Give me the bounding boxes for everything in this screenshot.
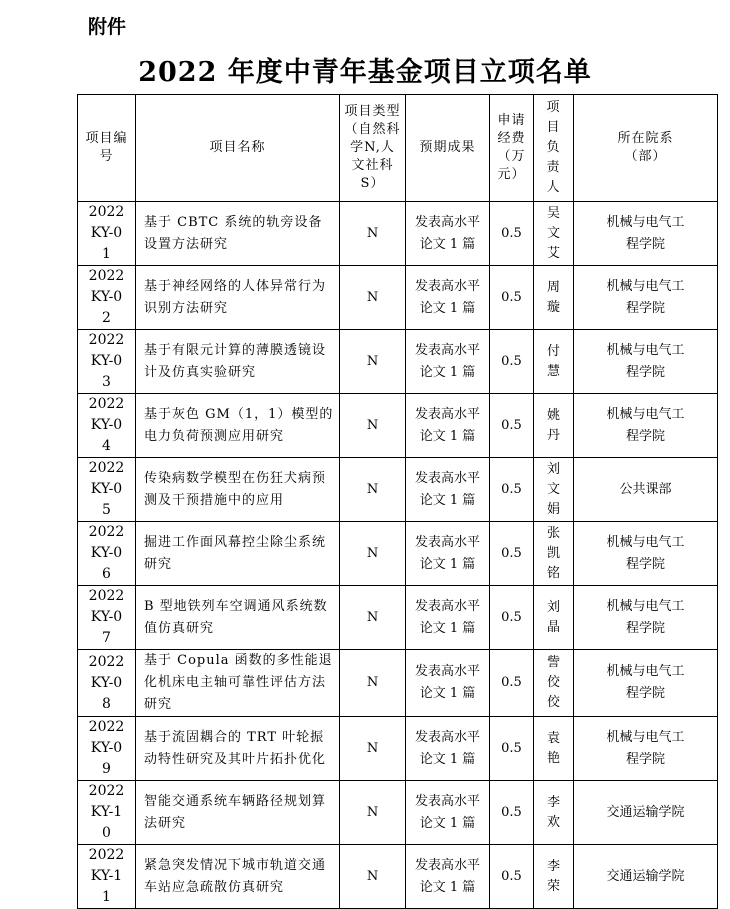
project-type: N bbox=[340, 394, 406, 458]
department: 公共课部 bbox=[574, 458, 718, 522]
project-name: 基于流固耦合的 TRT 叶轮振动特性研究及其叶片拓扑优化 bbox=[136, 717, 340, 781]
header-id: 项目编号 bbox=[78, 95, 136, 202]
table-row bbox=[78, 266, 718, 330]
department: 机械与电气工程学院 bbox=[574, 330, 718, 394]
header-name: 项目名称 bbox=[136, 95, 340, 202]
project-name: B 型地铁列车空调通风系统数值仿真研究 bbox=[136, 586, 340, 650]
expected-result: 发表高水平论文 1 篇 bbox=[406, 717, 490, 781]
table-row bbox=[78, 394, 718, 458]
header-dept: 所在院系（部） bbox=[574, 95, 718, 202]
funding-amount: 0.5 bbox=[490, 330, 534, 394]
project-type: N bbox=[340, 458, 406, 522]
expected-result: 发表高水平论文 1 篇 bbox=[406, 845, 490, 909]
department: 机械与电气工程学院 bbox=[574, 717, 718, 781]
project-leader: 姚丹 bbox=[534, 394, 574, 458]
funding-amount: 0.5 bbox=[490, 781, 534, 845]
project-leader: 张凯铭 bbox=[534, 522, 574, 586]
table-row bbox=[78, 717, 718, 781]
project-type: N bbox=[340, 781, 406, 845]
funding-amount: 0.5 bbox=[490, 717, 534, 781]
project-type: N bbox=[340, 522, 406, 586]
table-row bbox=[78, 522, 718, 586]
department: 交通运输学院 bbox=[574, 781, 718, 845]
project-name: 智能交通系统车辆路径规划算法研究 bbox=[136, 781, 340, 845]
project-type: N bbox=[340, 330, 406, 394]
project-type: N bbox=[340, 202, 406, 266]
project-leader: 周璇 bbox=[534, 266, 574, 330]
expected-result: 发表高水平论文 1 篇 bbox=[406, 394, 490, 458]
header-leader: 项目负责人 bbox=[534, 95, 574, 202]
project-id: 2022KY-03 bbox=[78, 330, 136, 394]
project-name: 基于神经网络的人体异常行为识别方法研究 bbox=[136, 266, 340, 330]
project-id: 2022KY-05 bbox=[78, 458, 136, 522]
department: 机械与电气工程学院 bbox=[574, 266, 718, 330]
project-type: N bbox=[340, 650, 406, 717]
table-row bbox=[78, 458, 718, 522]
page-title: 2022 年度中青年基金项目立项名单 bbox=[138, 57, 592, 88]
expected-result: 发表高水平论文 1 篇 bbox=[406, 650, 490, 717]
project-name: 紧急突发情况下城市轨道交通车站应急疏散仿真研究 bbox=[136, 845, 340, 909]
project-id: 2022KY-09 bbox=[78, 717, 136, 781]
funding-amount: 0.5 bbox=[490, 202, 534, 266]
table-row bbox=[78, 202, 718, 266]
table-row bbox=[78, 845, 718, 909]
project-leader: 李欢 bbox=[534, 781, 574, 845]
expected-result: 发表高水平论文 1 篇 bbox=[406, 202, 490, 266]
table-row bbox=[78, 650, 718, 717]
header-row bbox=[78, 95, 718, 202]
project-type: N bbox=[340, 845, 406, 909]
funding-amount: 0.5 bbox=[490, 394, 534, 458]
project-id: 2022KY-11 bbox=[78, 845, 136, 909]
project-leader: 訾佼佼 bbox=[534, 650, 574, 717]
funding-amount: 0.5 bbox=[490, 266, 534, 330]
project-name: 基于灰色 GM（1，1）模型的电力负荷预测应用研究 bbox=[136, 394, 340, 458]
header-type: 项目类型（自然科学N,人文社科S） bbox=[340, 95, 406, 202]
expected-result: 发表高水平论文 1 篇 bbox=[406, 330, 490, 394]
project-name: 基于 CBTC 系统的轨旁设备设置方法研究 bbox=[136, 202, 340, 266]
expected-result: 发表高水平论文 1 篇 bbox=[406, 266, 490, 330]
expected-result: 发表高水平论文 1 篇 bbox=[406, 522, 490, 586]
funding-amount: 0.5 bbox=[490, 522, 534, 586]
project-leader: 付慧 bbox=[534, 330, 574, 394]
expected-result: 发表高水平论文 1 篇 bbox=[406, 458, 490, 522]
project-id: 2022KY-10 bbox=[78, 781, 136, 845]
header-funding: 申请经费（万元） bbox=[490, 95, 534, 202]
funding-amount: 0.5 bbox=[490, 650, 534, 717]
department: 机械与电气工程学院 bbox=[574, 522, 718, 586]
project-id: 2022KY-06 bbox=[78, 522, 136, 586]
project-name: 基于 Copula 函数的多性能退化机床电主轴可靠性评估方法研究 bbox=[136, 650, 340, 717]
project-id: 2022KY-02 bbox=[78, 266, 136, 330]
project-table bbox=[77, 94, 718, 909]
department: 机械与电气工程学院 bbox=[574, 202, 718, 266]
project-id: 2022KY-07 bbox=[78, 586, 136, 650]
table-row bbox=[78, 330, 718, 394]
attachment-label: 附件 bbox=[88, 16, 127, 38]
funding-amount: 0.5 bbox=[490, 458, 534, 522]
department: 机械与电气工程学院 bbox=[574, 394, 718, 458]
project-name: 传染病数学模型在伤狂犬病预测及干预措施中的应用 bbox=[136, 458, 340, 522]
funding-amount: 0.5 bbox=[490, 586, 534, 650]
project-name: 基于有限元计算的薄膜透镜设计及仿真实验研究 bbox=[136, 330, 340, 394]
project-id: 2022KY-04 bbox=[78, 394, 136, 458]
expected-result: 发表高水平论文 1 篇 bbox=[406, 781, 490, 845]
table-row bbox=[78, 586, 718, 650]
project-type: N bbox=[340, 586, 406, 650]
department: 交通运输学院 bbox=[574, 845, 718, 909]
project-leader: 李荣 bbox=[534, 845, 574, 909]
expected-result: 发表高水平论文 1 篇 bbox=[406, 586, 490, 650]
project-leader: 袁艳 bbox=[534, 717, 574, 781]
department: 机械与电气工程学院 bbox=[574, 650, 718, 717]
funding-amount: 0.5 bbox=[490, 845, 534, 909]
project-leader: 刘晶 bbox=[534, 586, 574, 650]
header-result: 预期成果 bbox=[406, 95, 490, 202]
project-name: 掘进工作面风幕控尘除尘系统研究 bbox=[136, 522, 340, 586]
table-body bbox=[78, 202, 718, 909]
project-leader: 刘文娟 bbox=[534, 458, 574, 522]
project-id: 2022KY-01 bbox=[78, 202, 136, 266]
project-type: N bbox=[340, 266, 406, 330]
department: 机械与电气工程学院 bbox=[574, 586, 718, 650]
table-row bbox=[78, 781, 718, 845]
project-id: 2022KY-08 bbox=[78, 650, 136, 717]
project-type: N bbox=[340, 717, 406, 781]
project-leader: 吴文艾 bbox=[534, 202, 574, 266]
